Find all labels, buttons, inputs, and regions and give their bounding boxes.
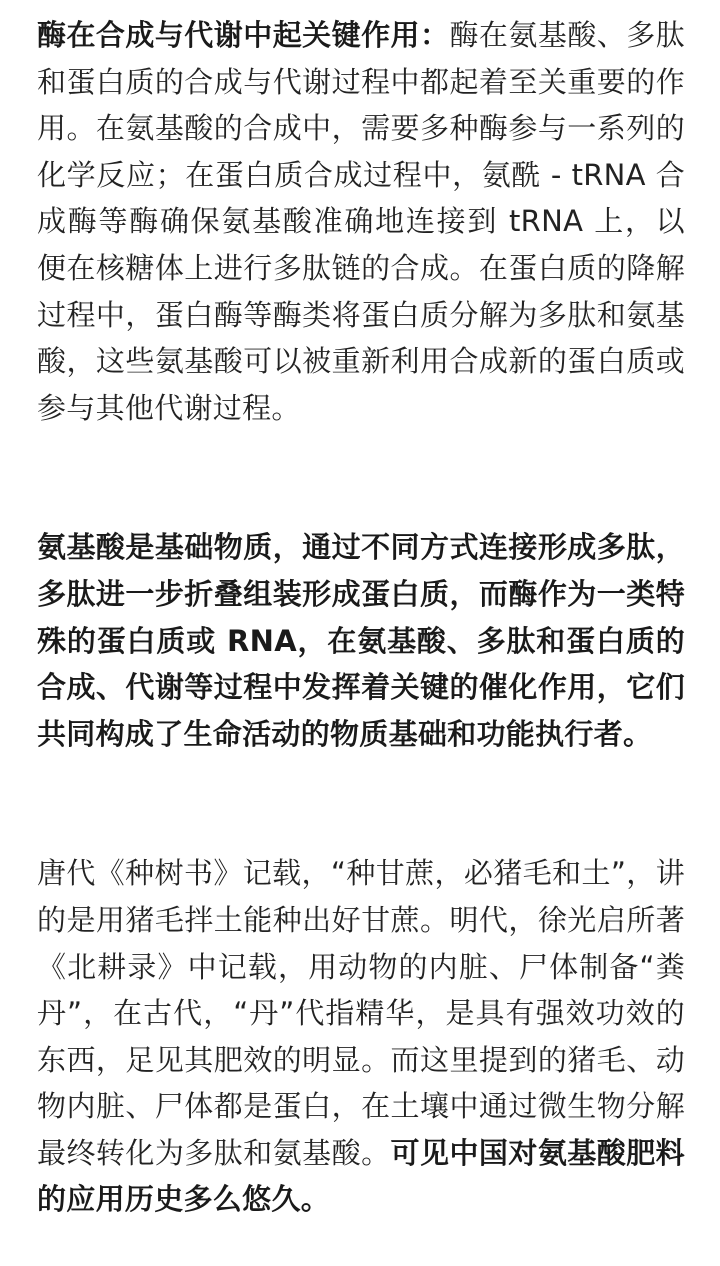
paragraph-history: [37, 850, 685, 1223]
paragraph-text: 唐代《种树书》记载，“种甘蔗，必猪毛和土”，讲的是用猪毛拌土能种出好甘蔗。明代，徐光启所著《北耕录》中记载，用动物的内脏、尸体制备“粪丹”，在古代，“丹”代指精华，是具有强效功效的东西，足见其肥效的明显。而这里提到的猪毛、动物内脏、尸体都是蛋白，在土壤中通过微生物分解最终转化为多肽和氨基酸。: [37, 856, 685, 1170]
paragraph-summary-bold: 氨基酸是基础物质，通过不同方式连接形成多肽，多肽进一步折叠组装形成蛋白质，而酶作为一类特殊的蛋白质或 RNA，在氨基酸、多肽和蛋白质的合成、代谢等过程中发挥着关键的催化作用，它们共同构成了生命活动的物质基础和功能执行者。: [37, 530, 685, 751]
paragraph-text: 酶在氨基酸、多肽和蛋白质的合成与代谢过程中都起着至关重要的作用。在氨基酸的合成中，需要多种酶参与一系列的化学反应；在蛋白质合成过程中，氨酰 - tRNA 合成酶等酶确保氨基酸准确地连接到 tRNA 上，以便在核糖体上进行多肽链的合成。在蛋白质的降解过程中，蛋白酶等酶类将蛋白质分解为多肽和氨基酸，这些氨基酸可以被重新利用合成新的蛋白质或参与其他代谢过程。: [37, 18, 685, 425]
article-body: [37, 12, 685, 1223]
paragraph-lead-bold: 酶在合成与代谢中起关键作用：: [37, 18, 450, 52]
paragraph-spacer: [37, 431, 685, 524]
paragraph-enzyme-role: [37, 12, 685, 431]
paragraph-spacer: [37, 757, 685, 850]
paragraph-tail-bold: 可见中国对氨基酸肥料的应用历史多么悠久。: [37, 1135, 685, 1217]
